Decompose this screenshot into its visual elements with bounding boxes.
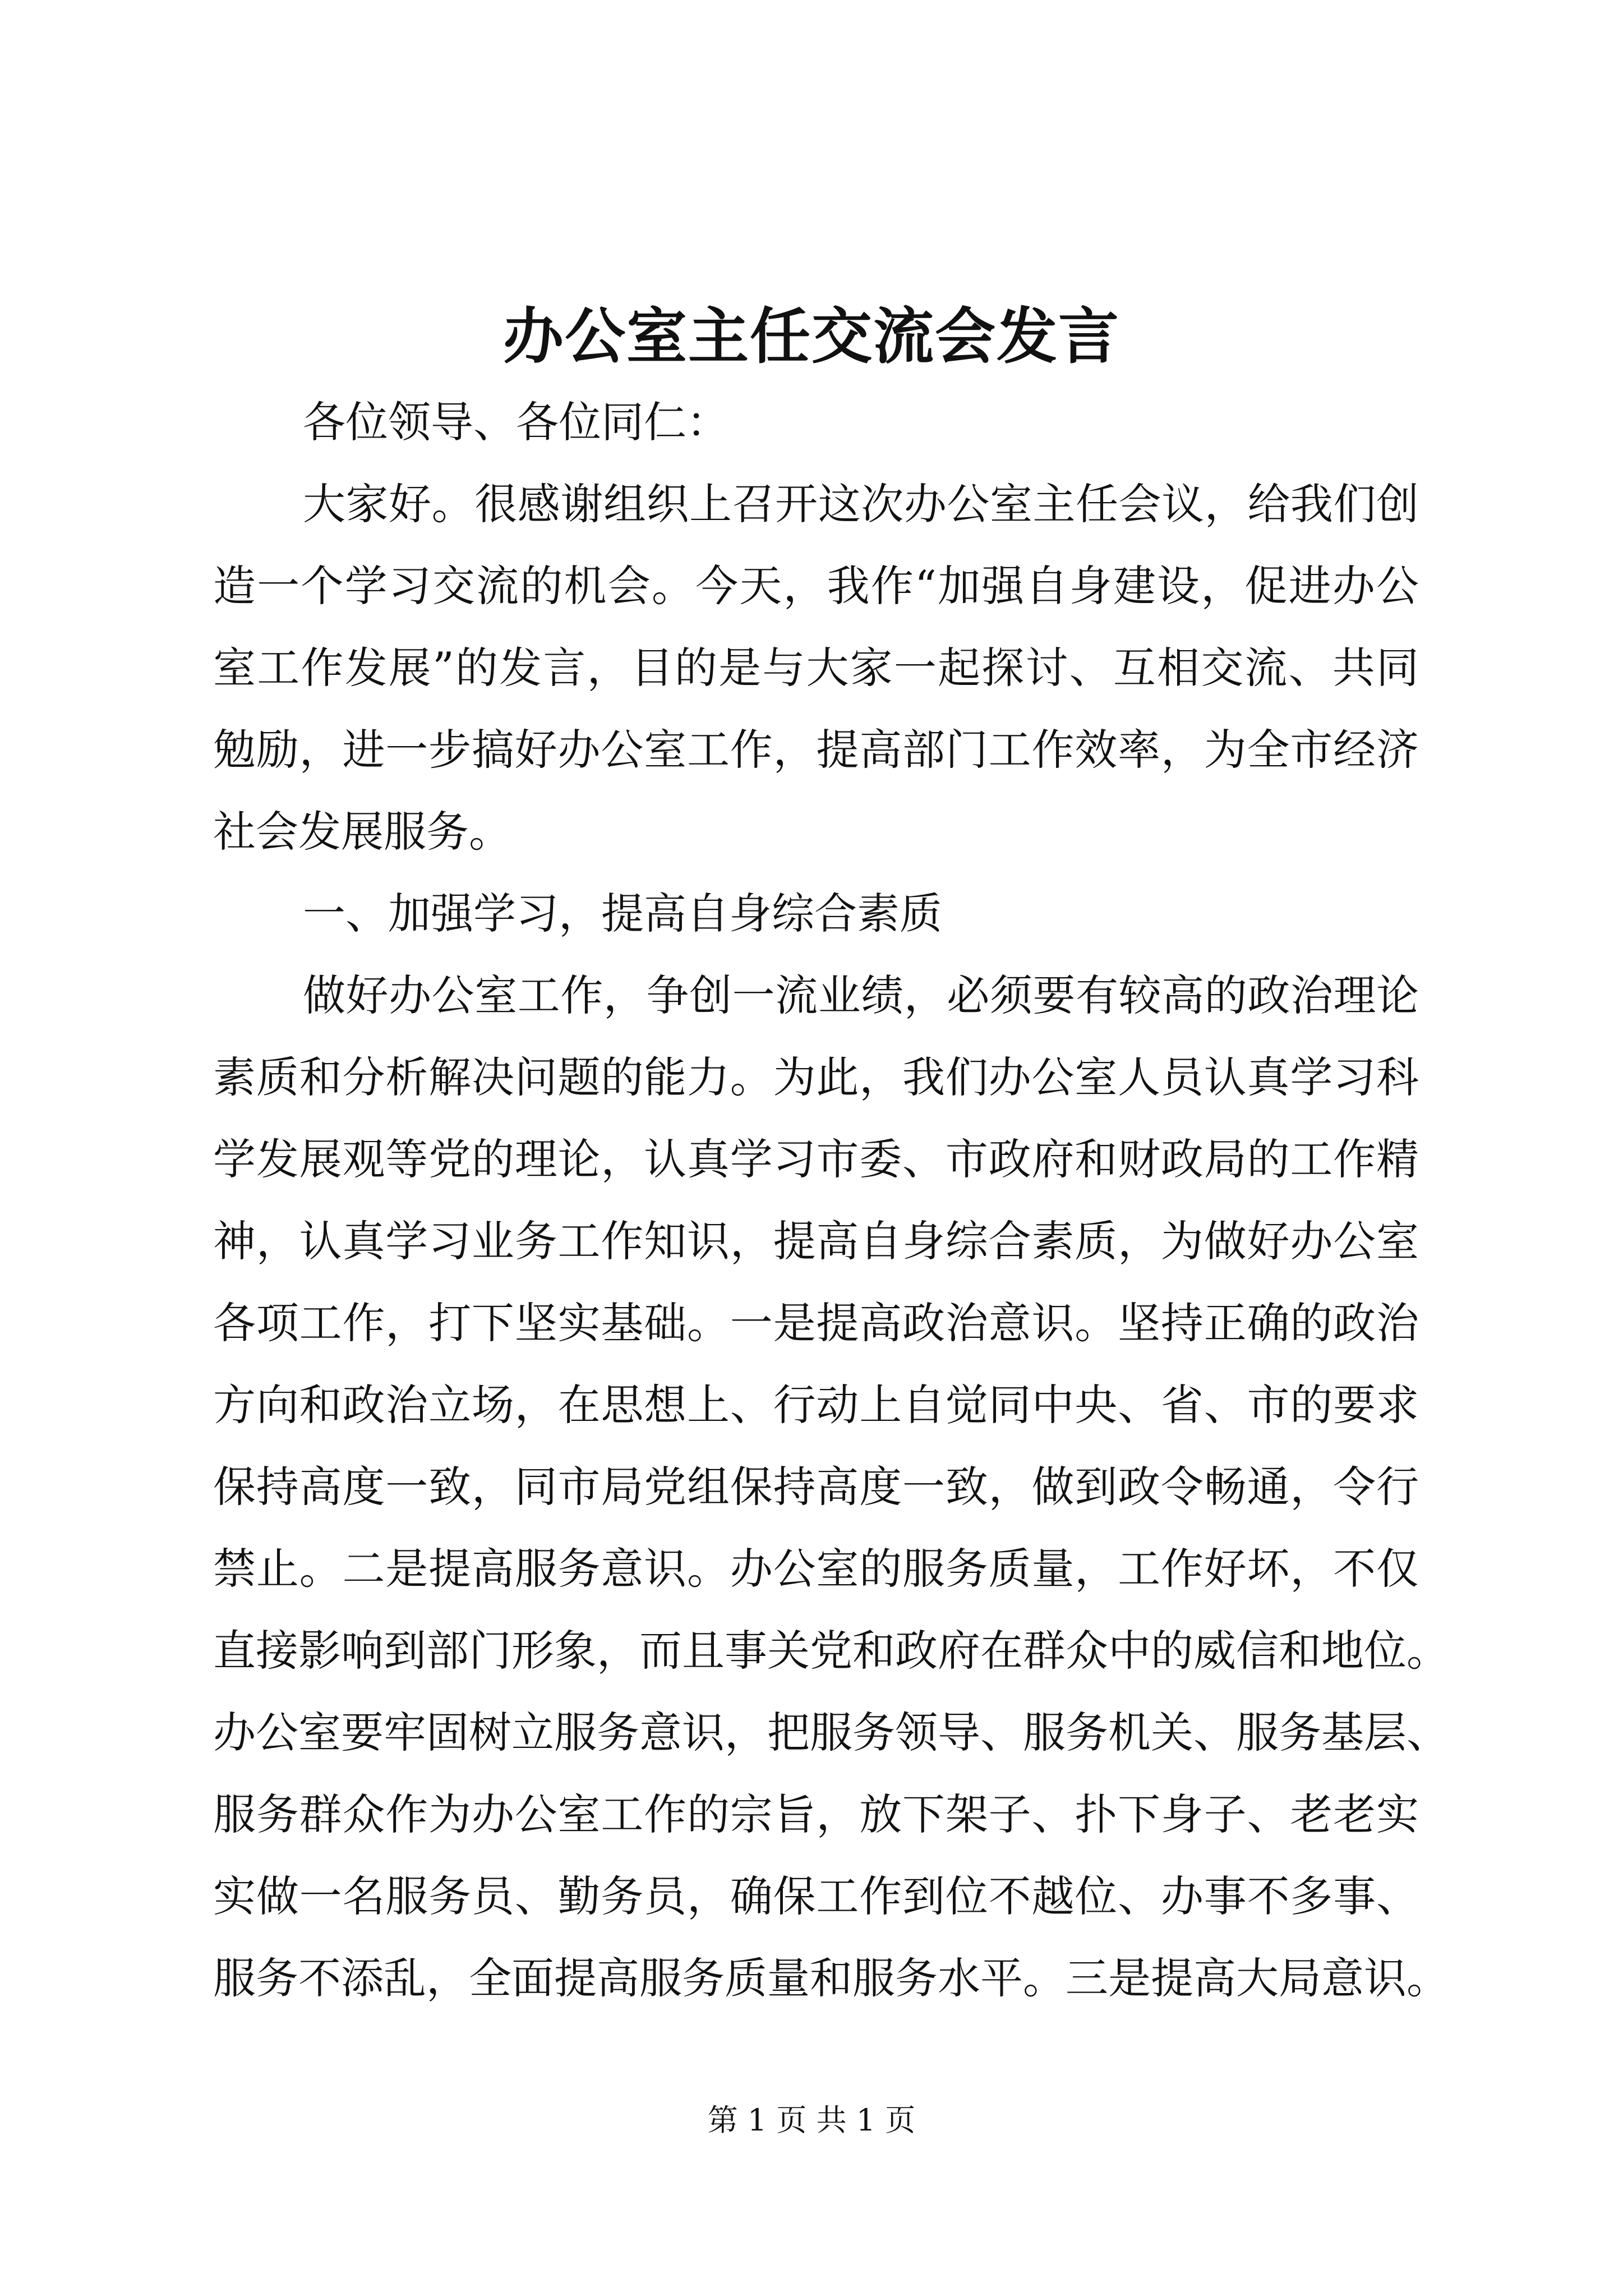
salutation-line: 各位领导、各位同仁： bbox=[303, 397, 729, 447]
document-title: 办公室主任交流会发言 bbox=[502, 301, 1120, 372]
paragraph-line: 做好办公室工作，争创一流业绩，必须要有较高的政治理论 bbox=[303, 970, 1419, 1020]
paragraph-line: 服务群众作为办公室工作的宗旨，放下架子、扑下身子、老老实 bbox=[213, 1789, 1419, 1839]
paragraph-line: 造一个学习交流的机会。今天，我作“加强自身建设，促进办公 bbox=[213, 561, 1419, 611]
paragraph-line: 社会发展服务。 bbox=[213, 807, 511, 857]
paragraph-line: 勉励，进一步搞好办公室工作，提高部门工作效率，为全市经济 bbox=[213, 725, 1419, 775]
document-body bbox=[213, 381, 1449, 2019]
paragraph-line: 保持高度一致，同市局党组保持高度一致，做到政令畅通，令行 bbox=[213, 1462, 1419, 1512]
paragraph-line: 室工作发展”的发言，目的是与大家一起探讨、互相交流、共同 bbox=[213, 643, 1419, 693]
paragraph-line: 大家好。很感谢组织上召开这次办公室主任会议，给我们创 bbox=[303, 479, 1419, 529]
paragraph-line: 神，认真学习业务工作知识，提高自身综合素质，为做好办公室 bbox=[213, 1216, 1419, 1266]
paragraph-line: 办公室要牢固树立服务意识，把服务领导、服务机关、服务基层、 bbox=[213, 1708, 1449, 1757]
section-heading: 一、加强学习，提高自身综合素质 bbox=[303, 889, 942, 938]
paragraph-line: 服务不添乱，全面提高服务质量和服务水平。三是提高大局意识。 bbox=[213, 1953, 1449, 2003]
paragraph-line: 素质和分析解决问题的能力。为此，我们办公室人员认真学习科 bbox=[213, 1052, 1419, 1102]
paragraph-line: 直接影响到部门形象，而且事关党和政府在群众中的威信和地位。 bbox=[213, 1626, 1449, 1676]
paragraph-line: 禁止。二是提高服务意识。办公室的服务质量，工作好坏，不仅 bbox=[213, 1544, 1419, 1594]
page-number-footer: 第 1 页 共 1 页 bbox=[707, 2102, 916, 2138]
paragraph-line: 学发展观等党的理论，认真学习市委、市政府和财政局的工作精 bbox=[213, 1134, 1419, 1184]
paragraph-line: 各项工作，打下坚实基础。一是提高政治意识。坚持正确的政治 bbox=[213, 1298, 1419, 1348]
paragraph-line: 实做一名服务员、勤务员，确保工作到位不越位、办事不多事、 bbox=[213, 1871, 1419, 1921]
paragraph-line: 方向和政治立场，在思想上、行动上自觉同中央、省、市的要求 bbox=[213, 1380, 1419, 1430]
